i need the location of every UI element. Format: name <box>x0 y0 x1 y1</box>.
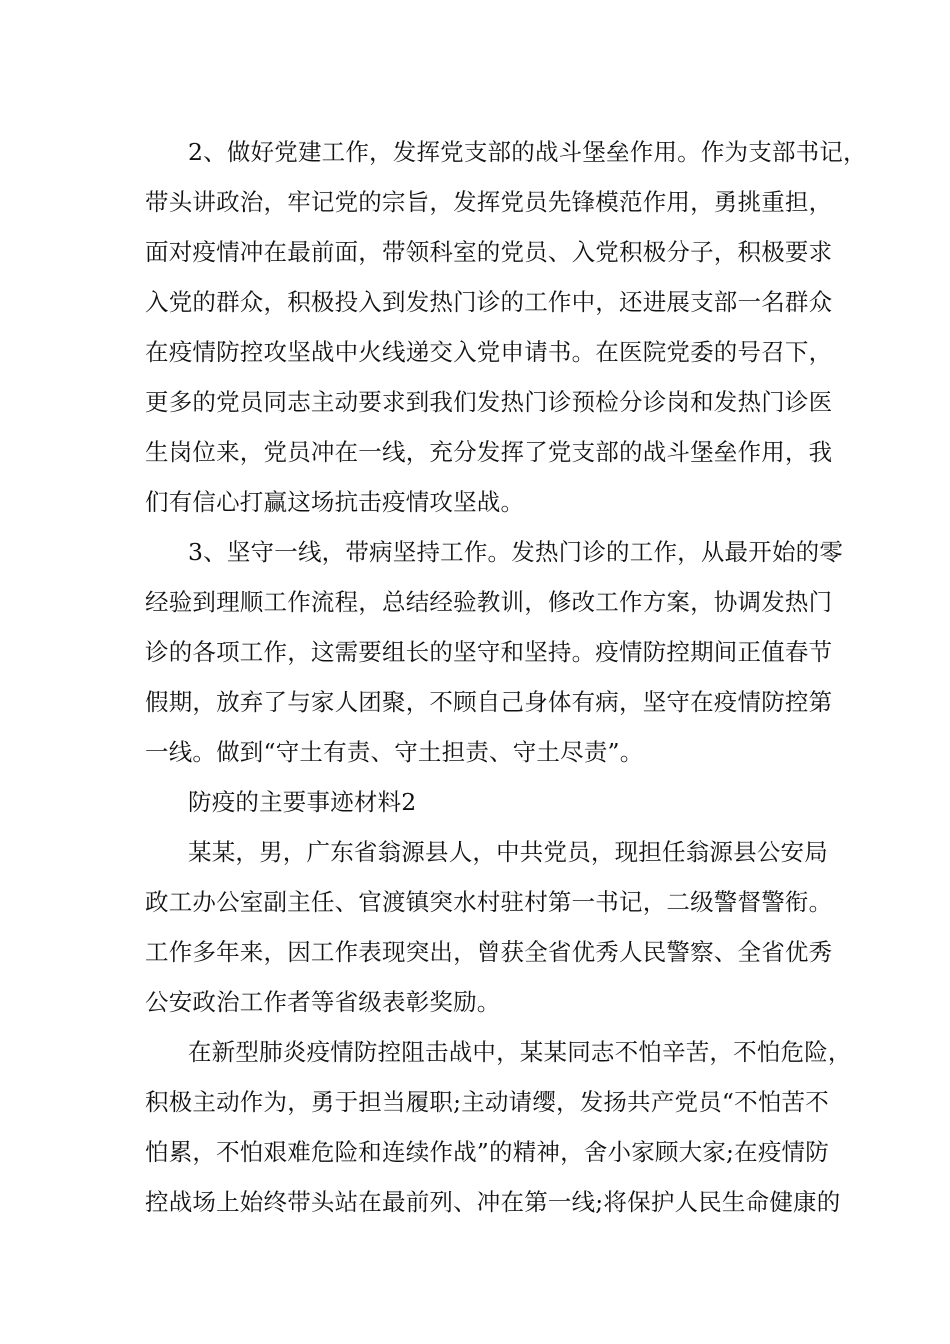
paragraph-line: 带头讲政治，牢记党的宗旨，发挥党员先锋模范作用，勇挑重担， <box>145 188 833 216</box>
paragraph-line: 工作多年来，因工作表现突出，曾获全省优秀人民警察、全省优秀 <box>145 938 833 966</box>
paragraph-line: 经验到理顺工作流程，总结经验教训，修改工作方案，协调发热门 <box>145 588 833 616</box>
paragraph-line: 控战场上始终带头站在最前列、冲在第一线;将保护人民生命健康的 <box>145 1188 841 1216</box>
paragraph-line: 某某，男，广东省翁源县人，中共党员，现担任翁源县公安局 <box>188 838 828 866</box>
paragraph-line: 积极主动作为，勇于担当履职;主动请缨，发扬共产党员“不怕苦不 <box>145 1088 829 1116</box>
section-heading: 防疫的主要事迹材料2 <box>188 788 417 816</box>
paragraph-line: 们有信心打赢这场抗击疫情攻坚战。 <box>145 488 525 516</box>
paragraph-line: 2、做好党建工作，发挥党支部的战斗堡垒作用。作为支部书记， <box>188 138 867 166</box>
paragraph-line: 生岗位来，党员冲在一线，充分发挥了党支部的战斗堡垒作用，我 <box>145 438 833 466</box>
paragraph-line: 假期，放弃了与家人团聚，不顾自己身体有病，坚守在疫情防控第 <box>145 688 833 716</box>
paragraph-line: 3、坚守一线，带病坚持工作。发热门诊的工作，从最开始的零 <box>188 538 844 566</box>
paragraph-line: 在疫情防控攻坚战中火线递交入党申请书。在医院党委的号召下， <box>145 338 833 366</box>
paragraph-line: 面对疫情冲在最前面，带领科室的党员、入党积极分子，积极要求 <box>145 238 833 266</box>
paragraph-line: 怕累，不怕艰难危险和连续作战”的精神，舍小家顾大家;在疫情防 <box>145 1138 829 1166</box>
paragraph-line: 更多的党员同志主动要求到我们发热门诊预检分诊岗和发热门诊医 <box>145 388 833 416</box>
paragraph-line: 政工办公室副主任、官渡镇突水村驻村第一书记，二级警督警衔。 <box>145 888 833 916</box>
paragraph-line: 诊的各项工作，这需要组长的坚守和坚持。疫情防控期间正值春节 <box>145 638 833 666</box>
paragraph-line: 一线。做到“守土有责、守土担责、守土尽责”。 <box>145 738 644 766</box>
paragraph-line: 公安政治工作者等省级表彰奖励。 <box>145 988 501 1016</box>
paragraph-line: 在新型肺炎疫情防控阻击战中，某某同志不怕辛苦，不怕危险， <box>188 1038 852 1066</box>
paragraph-line: 入党的群众，积极投入到发热门诊的工作中，还进展支部一名群众 <box>145 288 833 316</box>
